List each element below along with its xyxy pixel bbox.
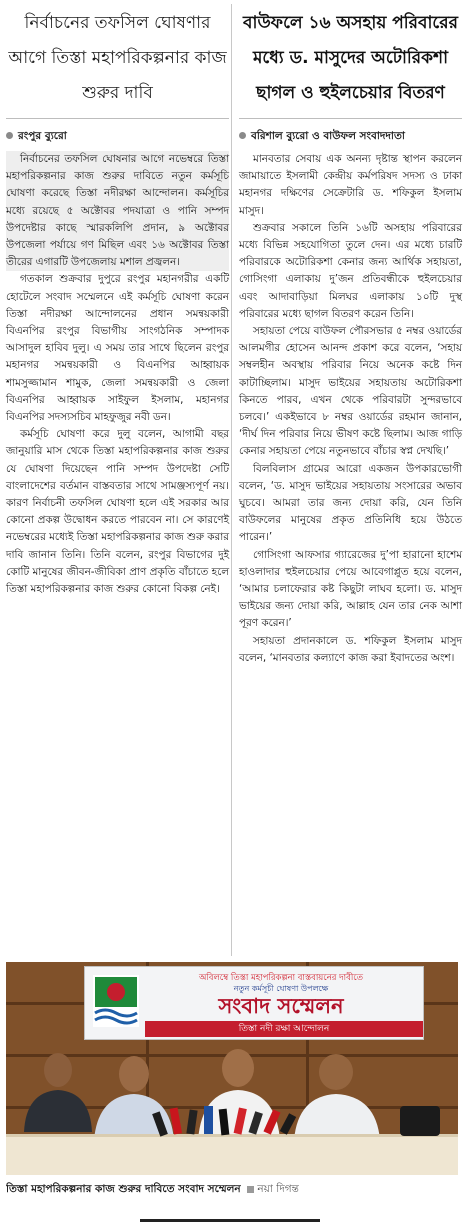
right-article [239, 0, 462, 667]
left-headline: নির্বাচনের তফসিল ঘোষণার আগে তিস্তা মহাপরিকল্পনার কাজ শুরুর দাবি [8, 13, 227, 103]
right-headline-rule [239, 118, 462, 119]
banner-title: সংবাদ সম্মেলন [218, 994, 344, 1018]
left-headline-rule [6, 118, 229, 119]
right-paragraph-3: সহায়তা পেয়ে বাউফল পৌরসভার ৫ নম্বর ওয়ার্ডের আলমগীর হোসেন আনন্দ প্রকাশ করে বলেন, ‘সহায় সম্বলহীন অবস্থায় পরিবার নিয়ে অনেক কষ্টে দিন কাটাচ্ছিলাম। মাসুদ ভাইয়ের সহায়তায় অটোরিকশা কিনতে পারব, এখন থেকে পরিবারটা সুন্দরভাবে চলবে।’ একইভাবে ৮ নম্বর ওয়ার্ডের রহমান জানান, ‘দীর্ঘ দিন পরিবার নিয়ে ভীষণ কষ্টে ছিলাম। আজ গাড়ি কেনার সহায়তা পেয়ে নতুনভাবে বাঁচার স্বপ্ন দেখছি।’ [239, 325, 462, 458]
left-paragraph-1: নির্বাচনের তফসিল ঘোষনার আগে নভেম্বরে তিস্তা মহাপরিকল্পনার কাজ শুরুর দাবিতে নতুন কর্মসূচি ঘোষণা করেছে তিস্তা নদীরক্ষা আন্দোলন। কর্মসূচির মধ্যে রয়েছে ৫ অক্টোবর পদযাত্রা ও পানি সম্পদ উপদেষ্টার কাছে স্মারকলিপি প্রদান, ৯ অক্টোবর উপজেলা পর্যায়ে গণ মিছিল এবং ১৬ অক্টোবর তিস্তা তীরের এগারটি উপজেলায় মশাল প্রজ্বলন। [6, 151, 229, 271]
left-article [6, 0, 229, 598]
press-conference-photo [6, 962, 458, 1175]
right-paragraph-2: শুক্রবার সকালে তিনি ১৬টি অসহায় পরিবারের মধ্যে বিভিন্ন সহযোগিতা তুলে দেন। এর মধ্যে চারটি পরিবারকে অটোরিকশা কেনার জন্য আর্থিক সহায়তা, গোসিংগা এলাকায় দু’জন প্রতিবন্ধীকে হুইলচেয়ার এবং আদাবাড়িয়া মিলঘর এলাকায় ১০টি দুস্থ পরিবারের মধ্যে ছাগল বিতরণ করেন তিনি। [239, 221, 462, 320]
right-paragraph-1: মানবতার সেবায় এক অনন্য দৃষ্টান্ত স্থাপন করলেন জামায়াতে ইসলামী কেন্দ্রীয় কর্মপরিষদ সদস্য ও ঢাকা মহানগর দক্ষিণের সেক্রেটারি ড. শফিকুল ইসলাম মাসুদ। [239, 153, 462, 217]
next-article-cutoff [140, 1211, 320, 1223]
caption-source: নয়া দিগন্ত [257, 1183, 299, 1195]
photo-caption [6, 1182, 458, 1199]
right-headline: বাউফলে ১৬ অসহায় পরিবারের মধ্যে ড. মাসুদের অটোরিকশা ছাগল ও হুইলচেয়ার বিতরণ [243, 13, 458, 103]
left-byline-text: রংপুর ব্যুরো [18, 130, 67, 142]
left-paragraph-3: কর্মসূচি ঘোষণা করে দুলু বলেন, আগামী বছর জানুয়ারি মাস থেকে তিস্তা মহাপরিকল্পনার কাজ শুরুর যে ঘোষণা দিয়েছেন পানি সম্পদ উপদেষ্টা সেটি বাংলাদেশের বর্তমান বাস্তবতার সাথে সামঞ্জস্যপূর্ণ নয়। কারণ নির্বাচনী তফসিল ঘোষণা হলে এই সরকার আর কোনো প্রকল্প উদ্বোধন করতে পারবেন না। সে কারণেই নভেম্বরের মধ্যেই তিস্তা মহাপরিকল্পনার কাজ শুরু করার দাবি জানান তিনি। তিনি বলেন, রংপুর বিভাগের দুই কোটি মানুষের জীবন-জীবিকা প্রাণ প্রকৃতি বাঁচাতে হলে তিস্তা মহাপরিকল্পনার কাজ শুরুর কোনো বিকল্প নেই। [6, 428, 229, 596]
caption-separator-icon [247, 1186, 254, 1193]
river-protection-logo-icon [93, 975, 139, 1027]
left-paragraph-2: গতকাল শুক্রবার দুপুরে রংপুর মহানগরীর একটি হোটেলে সংবাদ সম্মেলনে এই কর্মসূচি ঘোষণা করেন তিস্তা নদীরক্ষা আন্দোলনের প্রধান সমন্বয়কারী বিএনপির রংপুর বিভাগীয় সাংগঠনিক সম্পাদক আসাদুল হাবিব দুলু। এ সময় তার সাথে ছিলেন রংপুর মহানগর সমন্বয়কারী ও বিএনপির আহ্বায়ক শামসুজ্জামান শামুক, জেলা সমন্বয়কারী ও জেলা বিএনপির আহ্বায়ক সাইফুল ইসলাম, মহানগর বিএনপির সদস্যসচিব মাহফুজুর নবী ডন। [6, 273, 229, 424]
right-paragraph-4: বিলবিলাস গ্রামের আরো একজন উপকারভোগী বলেন, ‘ড. মাসুদ ভাইয়ের সহায়তায় সংসারের অভাব ঘুচবে। আমরা তার জন্য দোয়া করি, যেন তিনি বাউফলের মানুষের প্রকৃত প্রতিনিধি হয়ে উঠতে পারেন।’ [239, 462, 462, 544]
left-byline [6, 127, 229, 145]
table-cloth [6, 1134, 458, 1175]
banner-demand-line: অবিলম্বে তিস্তা মহাপরিকল্পনা বাস্তবায়নের দাবীতে [198, 973, 364, 983]
byline-bullet-icon [6, 132, 13, 139]
right-paragraph-6: সহায়তা প্রদানকালে ড. শফিকুল ইসলাম মাসুদ বলেন, ‘মানবতার কল্যাণে কাজ করা ইবাদতের অংশ। [239, 634, 462, 664]
chair-back [400, 1106, 440, 1136]
right-paragraph-5: গোসিংগা আফসার গ্যারেজের দু’পা হারানো হাশেম হাওলাদার হুইলচেয়ার পেয়ে আবেগাপ্লুত হয়ে বলেন, ‘আমার চলাফেরার কষ্ট কিছুটা লাঘব হলো। ড. মাসুদ ভাইয়ের জন্য দোয়া করি, আল্লাহ যেন তার নেক আশা পূরণ করেন।’ [239, 548, 462, 630]
banner-program-line: নতুন কর্মসূচী ঘোষণা উপলক্ষে [233, 984, 329, 993]
right-byline [239, 127, 462, 145]
column-divider [231, 4, 232, 956]
right-byline-text: বরিশাল ব্যুরো ও বাউফল সংবাদদাতা [251, 130, 405, 142]
byline-bullet-icon [239, 132, 246, 139]
caption-text: তিস্তা মহাপরিকল্পনার কাজ শুরুর দাবিতে সংবাদ সম্মেলন [6, 1183, 241, 1195]
press-banner [84, 966, 424, 1040]
banner-organizer-strip: তিস্তা নদী রক্ষা আন্দোলন [145, 1021, 423, 1037]
